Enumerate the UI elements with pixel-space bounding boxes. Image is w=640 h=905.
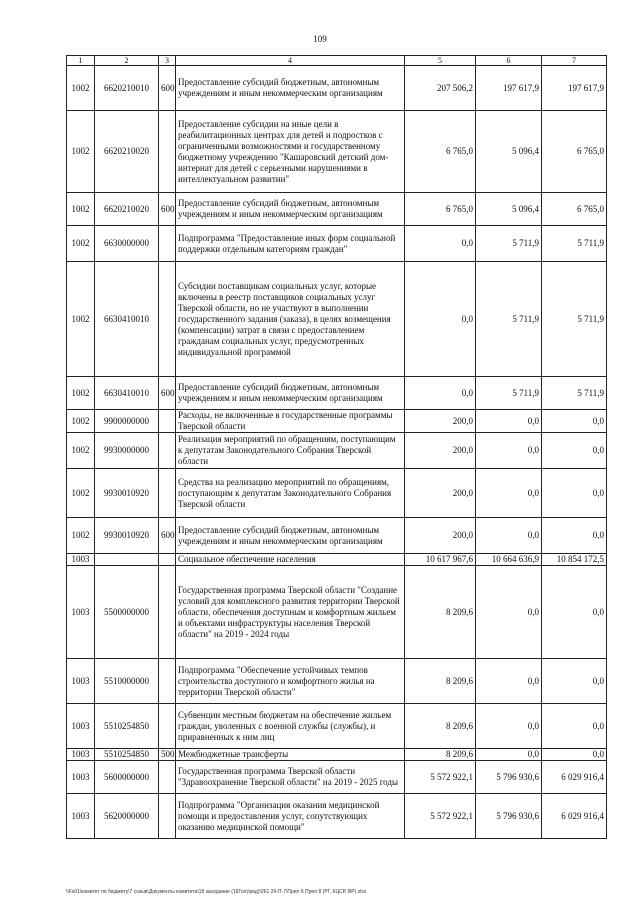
page-number: 109 xyxy=(313,34,327,44)
amount-cell: 5 572 922,1 xyxy=(405,761,476,794)
item-name-cell: Субвенции местным бюджетам на обеспечение жильем граждан, уволенных с военной службы (службы), и приравненных к ним лиц xyxy=(176,704,405,749)
amount-cell: 5 096,4 xyxy=(476,193,542,226)
column-header: 2 xyxy=(95,56,159,66)
amount-cell: 0,0 xyxy=(476,410,542,433)
item-name-cell: Подпрограмма "Обеспечение устойчивых темпов строительства доступного и комфортного жилья на территории Тверской области" xyxy=(176,659,405,704)
expense-type-cell: 600 xyxy=(159,518,176,554)
section-code-cell: 1002 xyxy=(67,518,95,554)
item-name-cell: Расходы, не включенные в государственные программы Тверской области xyxy=(176,410,405,433)
amount-cell: 0,0 xyxy=(476,566,542,659)
expense-type-cell xyxy=(159,566,176,659)
amount-cell: 10 617 967,6 xyxy=(405,554,476,566)
target-article-cell: 9900000000 xyxy=(95,410,159,433)
amount-cell: 0,0 xyxy=(405,377,476,410)
amount-cell: 8 209,6 xyxy=(405,749,476,761)
amount-cell: 8 209,6 xyxy=(405,566,476,659)
amount-cell: 6 029 916,4 xyxy=(542,761,607,794)
amount-cell: 207 506,2 xyxy=(405,66,476,111)
amount-cell: 0,0 xyxy=(542,704,607,749)
expense-type-cell xyxy=(159,410,176,433)
item-name-cell: Социальное обеспечение населения xyxy=(176,554,405,566)
file-path-footer: \\Fs01\комитет по бюджету\7 созыв\Документы комитета\18 заседание (16Гол)\ред)\261 2б-П-7\Прил 6 Прил 8 (РГ, КЦСР, ВР).xlsx xyxy=(66,889,367,895)
item-name-cell: Межбюджетные трансферты xyxy=(176,749,405,761)
item-name-cell: Предоставление субсидий бюджетным, автономным учреждениям и иным некоммерческим организациям xyxy=(176,66,405,111)
expense-type-cell: 600 xyxy=(159,66,176,111)
amount-cell: 0,0 xyxy=(542,518,607,554)
budget-table xyxy=(66,55,607,839)
amount-cell: 6 765,0 xyxy=(542,193,607,226)
amount-cell: 0,0 xyxy=(476,433,542,469)
item-name-cell: Субсидии поставщикам социальных услуг, которые включены в реестр поставщиков социальных услуг Тверской области, но не участвуют в выполнении государственного задания (заказа), в целях возмещения (компенсации) затрат в связи с предоставлением гражданам социальных услуг, предусмотренных индивидуальной программой xyxy=(176,262,405,377)
section-code-cell: 1003 xyxy=(67,794,95,839)
column-header: 4 xyxy=(176,56,405,66)
amount-cell: 0,0 xyxy=(542,410,607,433)
expense-type-cell: 500 xyxy=(159,749,176,761)
section-code-cell: 1002 xyxy=(67,111,95,193)
table-row xyxy=(67,704,607,749)
target-article-cell: 6620210020 xyxy=(95,193,159,226)
target-article-cell: 5600000000 xyxy=(95,761,159,794)
amount-cell: 200,0 xyxy=(405,469,476,518)
item-name-cell: Государственная программа Тверской области "Создание условий для комплексного развития территории Тверской области, обеспечения доступным и комфортным жильем и объектами инфраструктуры населения Тверской области" на 2019 - 2024 годы xyxy=(176,566,405,659)
amount-cell: 0,0 xyxy=(405,226,476,262)
expense-type-cell xyxy=(159,226,176,262)
amount-cell: 0,0 xyxy=(542,433,607,469)
table-row xyxy=(67,469,607,518)
amount-cell: 0,0 xyxy=(542,566,607,659)
table-row xyxy=(67,794,607,839)
amount-cell: 5 711,9 xyxy=(476,226,542,262)
expense-type-cell xyxy=(159,659,176,704)
section-code-cell: 1003 xyxy=(67,554,95,566)
amount-cell: 5 711,9 xyxy=(542,262,607,377)
section-code-cell: 1002 xyxy=(67,66,95,111)
table-row xyxy=(67,226,607,262)
table-row xyxy=(67,433,607,469)
amount-cell: 5 796 930,6 xyxy=(476,761,542,794)
expense-type-cell: 600 xyxy=(159,377,176,410)
section-code-cell: 1002 xyxy=(67,410,95,433)
amount-cell: 0,0 xyxy=(542,469,607,518)
target-article-cell: 9930010920 xyxy=(95,518,159,554)
expense-type-cell xyxy=(159,761,176,794)
item-name-cell: Предоставление субсидии на иные цели в реабилитационных центрах для детей и подростков с ограниченными возможностями и государственному бюджетному учреждению "Кашаровский детский дом-интернат для детей с серьезными нарушениями в интеллектуальном развитии" xyxy=(176,111,405,193)
table-header-row xyxy=(67,56,607,66)
amount-cell: 200,0 xyxy=(405,410,476,433)
table-row xyxy=(67,377,607,410)
amount-cell: 10 854 172,5 xyxy=(542,554,607,566)
target-article-cell: 6630410010 xyxy=(95,377,159,410)
target-article-cell: 5510254850 xyxy=(95,704,159,749)
item-name-cell: Подпрограмма "Организация оказания медицинской помощи и предоставления услуг, сопутствующих оказанию медицинской помощи" xyxy=(176,794,405,839)
amount-cell: 0,0 xyxy=(476,469,542,518)
table-row xyxy=(67,111,607,193)
amount-cell: 0,0 xyxy=(542,659,607,704)
item-name-cell: Государственная программа Тверской области "Здравоохранение Тверской области" на 2019 - 2025 годы xyxy=(176,761,405,794)
target-article-cell: 5510000000 xyxy=(95,659,159,704)
item-name-cell: Предоставление субсидий бюджетным, автономным учреждениям и иным некоммерческим организациям xyxy=(176,193,405,226)
section-code-cell: 1003 xyxy=(67,704,95,749)
amount-cell: 0,0 xyxy=(476,749,542,761)
amount-cell: 6 029 916,4 xyxy=(542,794,607,839)
expense-type-cell xyxy=(159,469,176,518)
table-row xyxy=(67,659,607,704)
amount-cell: 6 765,0 xyxy=(405,111,476,193)
section-code-cell: 1003 xyxy=(67,761,95,794)
section-code-cell: 1002 xyxy=(67,377,95,410)
table-row xyxy=(67,749,607,761)
expense-type-cell xyxy=(159,794,176,839)
amount-cell: 5 572 922,1 xyxy=(405,794,476,839)
section-code-cell: 1002 xyxy=(67,469,95,518)
target-article-cell xyxy=(95,554,159,566)
section-code-cell: 1002 xyxy=(67,193,95,226)
amount-cell: 0,0 xyxy=(405,262,476,377)
amount-cell: 197 617,9 xyxy=(542,66,607,111)
amount-cell: 0,0 xyxy=(476,704,542,749)
column-header: 5 xyxy=(405,56,476,66)
table-row xyxy=(67,566,607,659)
target-article-cell: 6620210010 xyxy=(95,66,159,111)
item-name-cell: Предоставление субсидий бюджетным, автономным учреждениям и иным некоммерческим организациям xyxy=(176,377,405,410)
amount-cell: 6 765,0 xyxy=(542,111,607,193)
amount-cell: 5 096,4 xyxy=(476,111,542,193)
amount-cell: 200,0 xyxy=(405,518,476,554)
amount-cell: 0,0 xyxy=(476,518,542,554)
amount-cell: 6 765,0 xyxy=(405,193,476,226)
column-header: 7 xyxy=(542,56,607,66)
target-article-cell: 6630000000 xyxy=(95,226,159,262)
amount-cell: 5 711,9 xyxy=(542,377,607,410)
target-article-cell: 9930010920 xyxy=(95,469,159,518)
amount-cell: 5 711,9 xyxy=(542,226,607,262)
amount-cell: 0,0 xyxy=(542,749,607,761)
amount-cell: 200,0 xyxy=(405,433,476,469)
amount-cell: 5 711,9 xyxy=(476,377,542,410)
amount-cell: 8 209,6 xyxy=(405,704,476,749)
table-row xyxy=(67,262,607,377)
target-article-cell: 6630410010 xyxy=(95,262,159,377)
section-code-cell: 1003 xyxy=(67,566,95,659)
amount-cell: 0,0 xyxy=(476,659,542,704)
target-article-cell: 9930000000 xyxy=(95,433,159,469)
item-name-cell: Предоставление субсидий бюджетным, автономным учреждениям и иным некоммерческим организациям xyxy=(176,518,405,554)
section-code-cell: 1002 xyxy=(67,433,95,469)
table-row xyxy=(67,554,607,566)
target-article-cell: 5620000000 xyxy=(95,794,159,839)
column-header: 1 xyxy=(67,56,95,66)
section-code-cell: 1003 xyxy=(67,659,95,704)
amount-cell: 197 617,9 xyxy=(476,66,542,111)
table-row xyxy=(67,410,607,433)
expense-type-cell xyxy=(159,554,176,566)
amount-cell: 5 796 930,6 xyxy=(476,794,542,839)
expense-type-cell xyxy=(159,433,176,469)
amount-cell: 5 711,9 xyxy=(476,262,542,377)
table-row xyxy=(67,193,607,226)
target-article-cell: 5500000000 xyxy=(95,566,159,659)
expense-type-cell xyxy=(159,262,176,377)
item-name-cell: Средства на реализацию мероприятий по обращениям, поступающим к депутатам Законодательного Собрания Тверской области xyxy=(176,469,405,518)
expense-type-cell: 600 xyxy=(159,193,176,226)
expense-type-cell xyxy=(159,704,176,749)
table-row xyxy=(67,66,607,111)
section-code-cell: 1002 xyxy=(67,226,95,262)
column-header: 3 xyxy=(159,56,176,66)
table-row xyxy=(67,518,607,554)
target-article-cell: 6620210020 xyxy=(95,111,159,193)
item-name-cell: Подпрограмма "Предоставление иных форм социальной поддержки отдельным категориям граждан" xyxy=(176,226,405,262)
section-code-cell: 1003 xyxy=(67,749,95,761)
target-article-cell: 5510254850 xyxy=(95,749,159,761)
column-header: 6 xyxy=(476,56,542,66)
amount-cell: 10 664 636,9 xyxy=(476,554,542,566)
item-name-cell: Реализация мероприятий по обращениям, поступающим к депутатам Законодательного Собрания Тверской области xyxy=(176,433,405,469)
amount-cell: 8 209,6 xyxy=(405,659,476,704)
section-code-cell: 1002 xyxy=(67,262,95,377)
expense-type-cell xyxy=(159,111,176,193)
table-row xyxy=(67,761,607,794)
